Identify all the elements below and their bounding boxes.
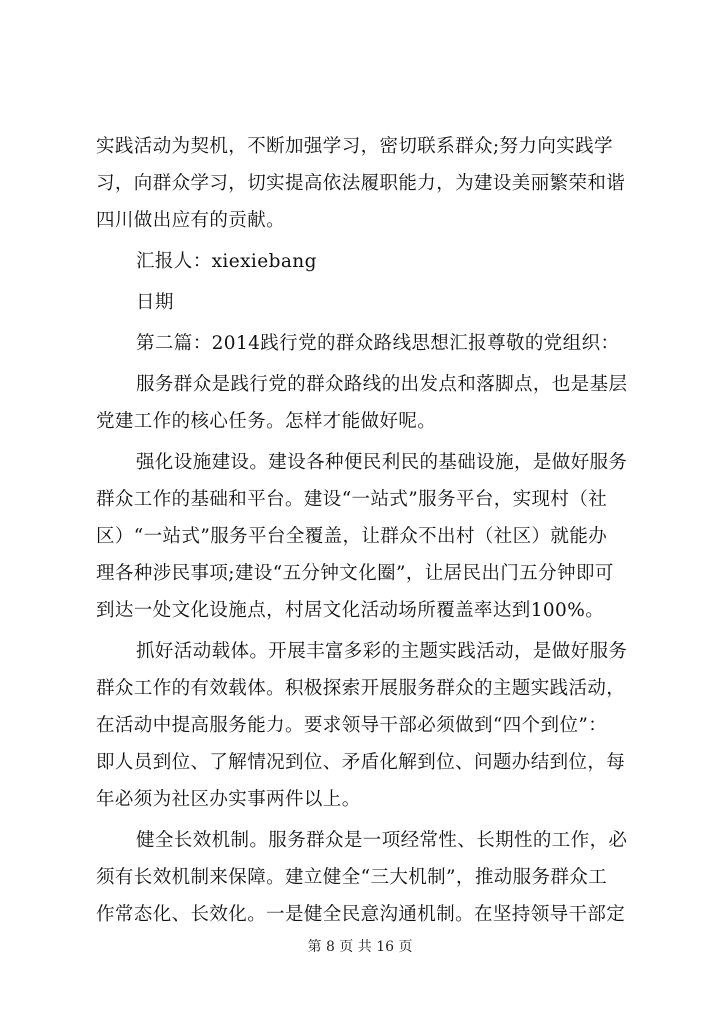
page-number-footer: 第 8 页 共 16 页 bbox=[307, 939, 413, 955]
text-line: 实践活动为契机，不断加强学习，密切联系群众;努力向实践学 bbox=[96, 136, 613, 157]
date-line: 日期 bbox=[136, 292, 174, 313]
text-line: 作常态化、长效化。一是健全民意沟通机制。在坚持领导干部定 bbox=[96, 904, 626, 925]
text-line: 区）“一站式”服务平台全覆盖，让群众不出村（社区）就能办 bbox=[96, 526, 608, 547]
text-line: 群众工作的基础和平台。建设“一站式”服务平台，实现村（社 bbox=[96, 489, 608, 510]
text-line: 在活动中提高服务能力。要求领导干部必须做到“四个到位”： bbox=[96, 715, 608, 736]
text-line: 即人员到位、了解情况到位、矛盾化解到位、问题办结到位，每 bbox=[96, 752, 626, 773]
text-line: 须有长效机制来保障。建立健全“三大机制”，推动服务群众工 bbox=[96, 867, 608, 888]
section-heading: 第二篇：2014践行党的群众路线思想汇报尊敬的党组织： bbox=[136, 333, 620, 354]
text-line: 习，向群众学习，切实提高依法履职能力，为建设美丽繁荣和谐 bbox=[96, 173, 626, 194]
text-line: 年必须为社区办实事两件以上。 bbox=[96, 789, 361, 810]
text-line: 理各种涉民事项;建设“五分钟文化圈”，让居民出门五分钟即可 bbox=[96, 563, 614, 584]
text-line: 四川做出应有的贡献。 bbox=[96, 210, 286, 231]
paragraph-start: 强化设施建设。建设各种便民利民的基础设施，是做好服务 bbox=[136, 452, 628, 473]
reporter-line: 汇报人：xiexiebang bbox=[136, 251, 317, 272]
text-line: 党建工作的核心任务。怎样才能做好呢。 bbox=[96, 411, 437, 432]
text-line: 群众工作的有效载体。积极探索开展服务群众的主题实践活动， bbox=[96, 678, 626, 699]
paragraph-start: 抓好活动载体。开展丰富多彩的主题实践活动，是做好服务 bbox=[136, 641, 628, 662]
paragraph-start: 健全长效机制。服务群众是一项经常性、长期性的工作，必 bbox=[136, 830, 628, 851]
document-body bbox=[96, 128, 636, 933]
paragraph-start: 服务群众是践行党的群众路线的出发点和落脚点，也是基层 bbox=[136, 374, 628, 395]
text-line: 到达一处文化设施点，村居文化活动场所覆盖率达到100%。 bbox=[96, 600, 605, 621]
